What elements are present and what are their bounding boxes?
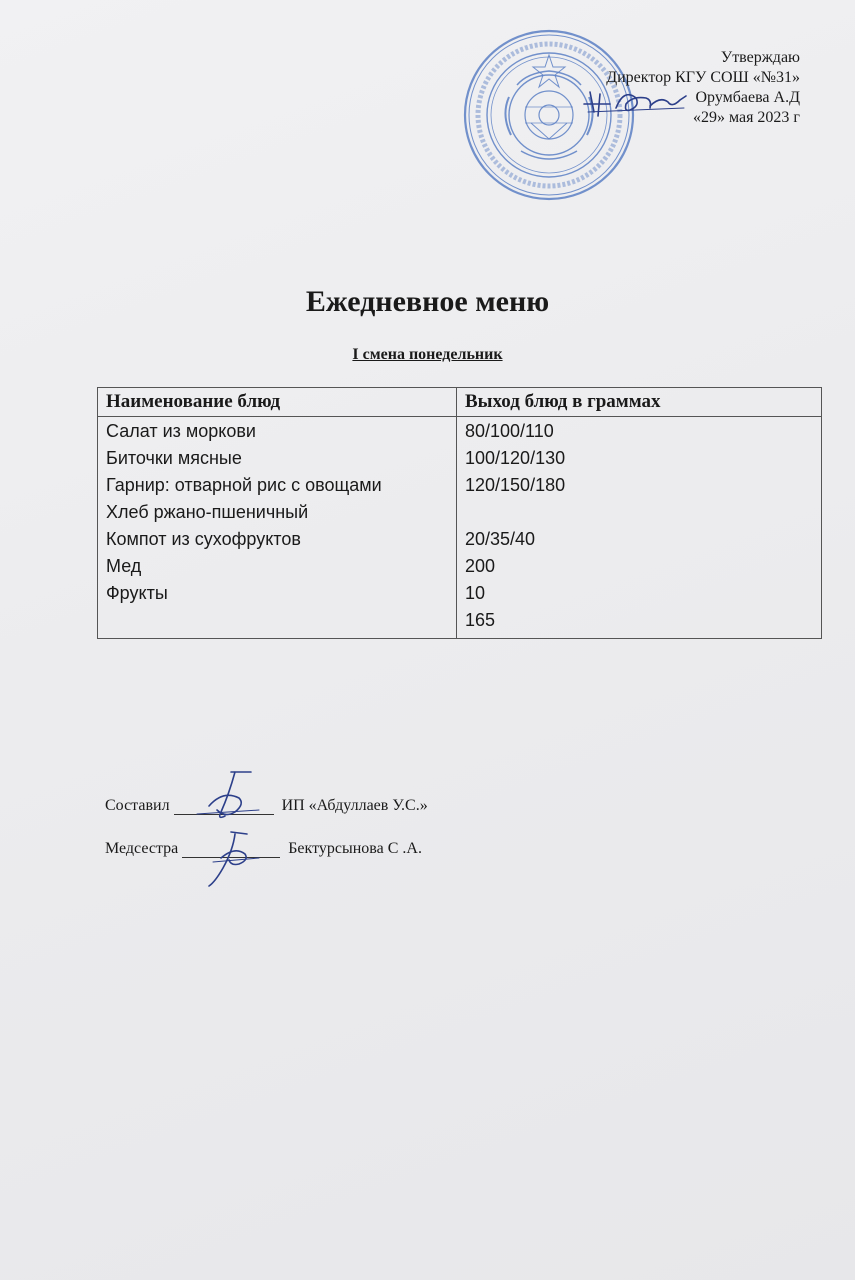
compiled-by-row: [105, 797, 428, 815]
dish-name: Фрукты: [106, 583, 168, 603]
dish-yield: 10: [465, 583, 486, 603]
approval-date: «29» мая 2023 г: [692, 109, 800, 126]
dish-name: Биточки мясные: [106, 448, 242, 468]
dish-yield: 20/35/40: [465, 529, 536, 549]
menu-table: [97, 387, 822, 639]
dish-name: Компот из сухофруктов: [106, 529, 301, 549]
dish-yield: 200: [465, 556, 496, 576]
compiled-by-label: Составил: [105, 797, 170, 814]
page-title: Ежедневное меню: [305, 285, 550, 318]
dish-name: Гарнир: отварной рис с овощами: [106, 475, 382, 495]
shift-subtitle: I смена понедельник: [352, 346, 503, 363]
compiled-by-name: ИП «Абдуллаев У.С.»: [281, 797, 428, 814]
dish-name: Хлеб ржано-пшеничный: [106, 502, 309, 522]
dish-name: Мед: [106, 556, 142, 576]
nurse-name: Бектурсынова С .А.: [288, 840, 422, 857]
dish-yield: 120/150/180: [465, 475, 566, 495]
approval-director-name: Орумбаева А.Д: [695, 89, 800, 106]
dish-yield: 100/120/130: [465, 448, 566, 468]
nurse-signature-icon: [205, 828, 265, 890]
yield-column: [457, 417, 822, 639]
header-yield: Выход блюд в граммах: [457, 388, 822, 417]
dish-yield: [465, 499, 813, 526]
approval-position: Директор КГУ СОШ «№31»: [606, 69, 800, 86]
dish-name: [106, 607, 448, 634]
approval-title: Утверждаю: [720, 49, 800, 66]
nurse-label: Медсестра: [105, 840, 179, 857]
dish-column: [98, 417, 457, 639]
header-dish-name: Наименование блюд: [98, 388, 457, 417]
table-body-row: [98, 417, 822, 639]
dish-yield: 80/100/110: [465, 421, 554, 441]
compiler-signature-icon: [195, 768, 265, 828]
dish-yield: 165: [465, 610, 496, 630]
dish-name: Салат из моркови: [106, 421, 256, 441]
director-signature-icon: [580, 82, 690, 122]
table-header-row: [98, 388, 822, 417]
